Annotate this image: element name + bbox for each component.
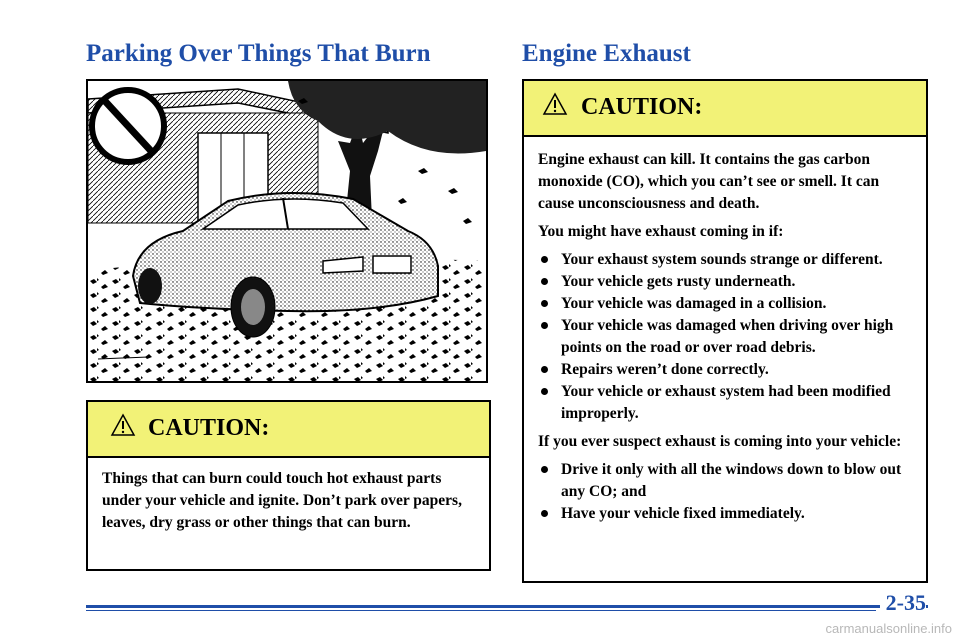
prohibition-sign-icon bbox=[92, 90, 164, 162]
list-item: Repairs weren’t done correctly. bbox=[538, 359, 912, 381]
caution-title: CAUTION: bbox=[148, 415, 270, 441]
exhaust-signs-lead: You might have exhaust coming in if: bbox=[538, 223, 784, 240]
caution-box-engine-exhaust bbox=[522, 79, 928, 583]
front-wheel bbox=[138, 268, 162, 304]
section-heading-engine-exhaust: Engine Exhaust bbox=[522, 40, 691, 67]
caution-header bbox=[88, 402, 489, 458]
license-plate bbox=[373, 256, 411, 273]
watermark: carmanualsonline.info bbox=[825, 621, 952, 636]
list-item: Your vehicle was damaged in a collision. bbox=[538, 293, 912, 315]
caution-title: CAUTION: bbox=[581, 94, 703, 120]
caution-text: Things that can burn could touch hot exhaust parts under your vehicle and ignite. Don’t park over papers, leaves, dry grass or other things that can burn. bbox=[102, 470, 462, 531]
caution-box-parking bbox=[86, 400, 491, 571]
list-item: Have your vehicle fixed immediately. bbox=[538, 503, 912, 525]
page-number: 2-35 bbox=[880, 590, 926, 616]
list-item: Drive it only with all the windows down to blow out any CO; and bbox=[538, 459, 912, 503]
suspect-exhaust-lead: If you ever suspect exhaust is coming into your vehicle: bbox=[538, 433, 902, 450]
section-heading-parking: Parking Over Things That Burn bbox=[86, 40, 431, 67]
footer-rule-thin bbox=[86, 610, 876, 611]
footer-rule bbox=[86, 605, 928, 608]
list-item: Your vehicle was damaged when driving over high points on the road or over road debris. bbox=[538, 315, 912, 359]
action-list bbox=[538, 459, 912, 525]
warning-triangle-icon bbox=[542, 92, 568, 116]
exhaust-signs-list bbox=[538, 249, 912, 425]
caution-intro-text: Engine exhaust can kill. It contains the gas carbon monoxide (CO), which you can’t see or smell. It can cause unconsciousness and death. bbox=[538, 151, 880, 212]
caution-header bbox=[524, 81, 926, 137]
warning-triangle-icon bbox=[110, 413, 136, 437]
list-item: Your vehicle or exhaust system had been modified improperly. bbox=[538, 381, 912, 425]
car-over-leaves-illustration bbox=[86, 79, 488, 383]
list-item: Your vehicle gets rusty underneath. bbox=[538, 271, 912, 293]
list-item: Your exhaust system sounds strange or different. bbox=[538, 249, 912, 271]
